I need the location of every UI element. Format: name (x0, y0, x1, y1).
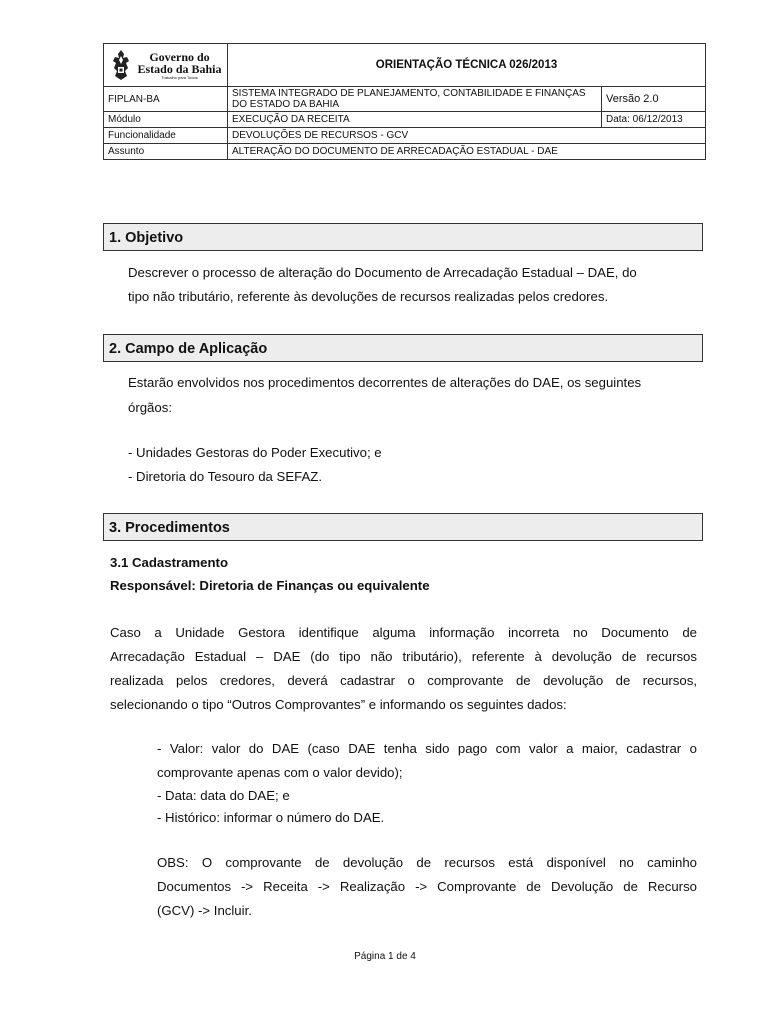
date-value: Data: 06/12/2013 (602, 112, 706, 128)
campo-item-1: - Unidades Gestoras do Poder Executivo; e (128, 445, 382, 460)
row-label-modulo: Módulo (104, 112, 228, 128)
list-line-2: comprovante apenas com o valor devido); (157, 765, 403, 780)
para-line-2: Arrecadação Estadual – DAE (do tipo não tributário), referente à devolução de recursos (110, 649, 697, 664)
section-heading-procedimentos: 3. Procedimentos (103, 513, 703, 541)
subsection-title: 3.1 Cadastramento (110, 555, 228, 570)
logo-line-2: Estado da Bahia (137, 61, 222, 76)
row-value-sistema: SISTEMA INTEGRADO DE PLANEJAMENTO, CONTABILIDADE E FINANÇAS DO ESTADO DA BAHIA (228, 87, 602, 112)
obs-line-1: OBS: O comprovante de devolução de recursos está disponível no caminho (157, 855, 697, 870)
responsavel-line: Responsável: Diretoria de Finanças ou equivalente (110, 578, 430, 593)
section-heading-objetivo: 1. Objetivo (103, 223, 703, 251)
list-line-1: - Valor: valor do DAE (caso DAE tenha sido pago com valor a maior, cadastrar o (157, 741, 697, 756)
para-line-3: realizada pelos credores, deverá cadastrar o comprovante de devolução de recursos, (110, 673, 697, 688)
section-heading-campo: 2. Campo de Aplicação (103, 334, 703, 362)
list-line-3: - Data: data do DAE; e (157, 788, 290, 803)
list-line-4: - Histórico: informar o número do DAE. (157, 810, 385, 825)
row-label-fiplan: FIPLAN-BA (104, 87, 228, 112)
row-label-assunto: Assunto (104, 144, 228, 160)
campo-line-1: Estarão envolvidos nos procedimentos decorrentes de alterações do DAE, os seguintes (128, 375, 642, 390)
obs-line-2: Documentos -> Receita -> Realização -> Comprovante de Devolução de Recurso (157, 879, 697, 894)
para-line-1: Caso a Unidade Gestora identifique alguma informação incorreta no Documento de (110, 625, 697, 640)
document-header-table (103, 43, 706, 160)
page-number: Página 1 de 4 (354, 951, 416, 962)
para-line-4: selecionando o tipo “Outros Comprovantes” e informando os seguintes dados: (110, 697, 567, 712)
row-value-funcionalidade: DEVOLUÇÕES DE RECURSOS - GCV (228, 128, 706, 144)
version-value: Versão 2.0 (602, 87, 706, 112)
obs-line-3: (GCV) -> Incluir. (157, 903, 252, 918)
coat-of-arms-icon (109, 49, 133, 81)
campo-line-2: órgãos: (128, 400, 172, 415)
state-logo (104, 49, 227, 81)
objetivo-line-2: tipo não tributário, referente às devoluções de recursos realizadas pelos credores. (128, 289, 609, 304)
row-value-assunto: ALTERAÇÃO DO DOCUMENTO DE ARRECADAÇÃO ESTADUAL - DAE (228, 144, 706, 160)
logo-cell (104, 44, 228, 87)
campo-item-2: - Diretoria do Tesouro da SEFAZ. (128, 469, 322, 484)
logo-line-1: Governo do (149, 49, 210, 64)
row-value-modulo: EXECUÇÃO DA RECEITA (228, 112, 602, 128)
logo-tagline: Trabalho para Todos (161, 74, 198, 80)
document-title: ORIENTAÇÃO TÉCNICA 026/2013 (228, 44, 706, 87)
row-label-funcionalidade: Funcionalidade (104, 128, 228, 144)
objetivo-line-1: Descrever o processo de alteração do Documento de Arrecadação Estadual – DAE, do (128, 265, 637, 280)
